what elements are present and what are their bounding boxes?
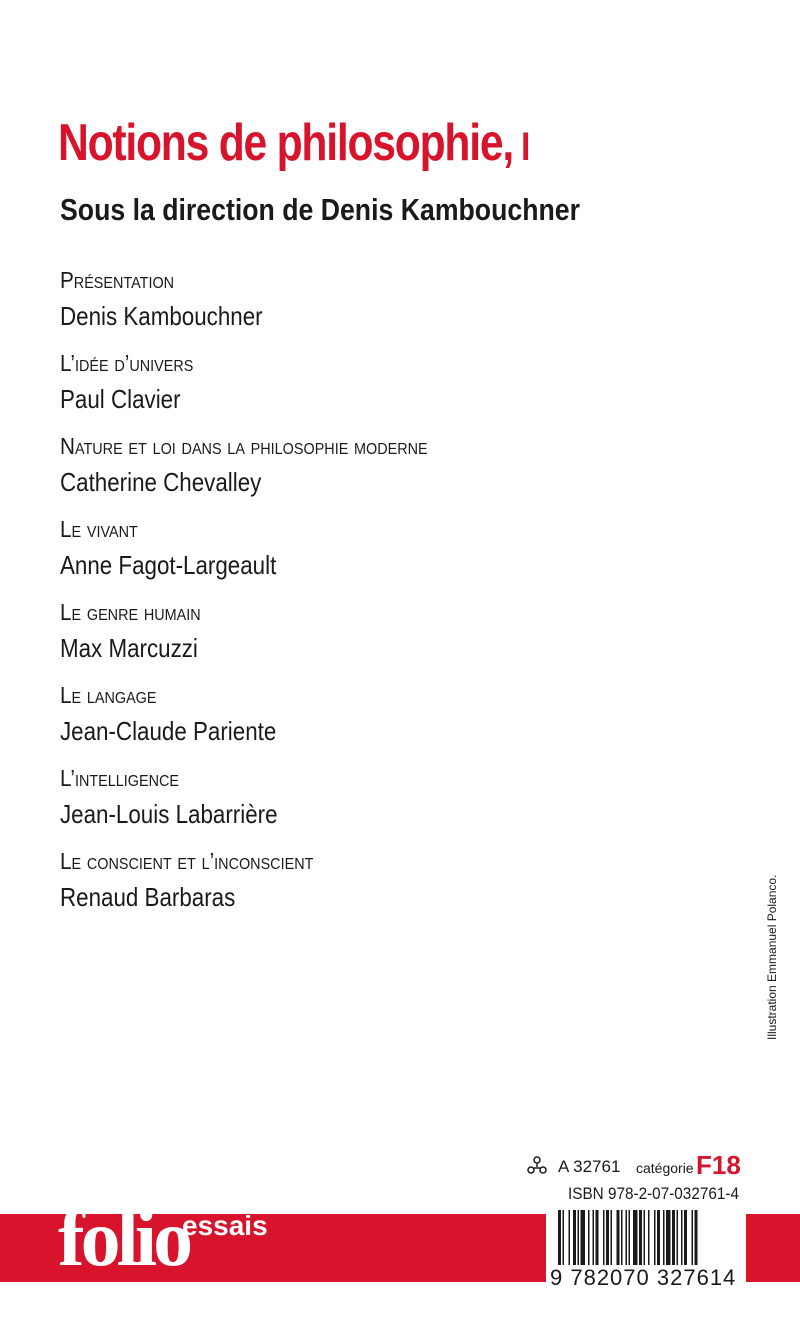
chapter-title: Présentation — [60, 267, 175, 293]
chapter-title: Le genre humain — [60, 599, 201, 625]
barcode-bar — [639, 1210, 642, 1268]
barcode-bar — [684, 1210, 687, 1268]
barcode-bar — [563, 1210, 565, 1268]
barcode-bar — [648, 1210, 650, 1268]
barcode-bar — [573, 1210, 576, 1268]
barcode-bar — [681, 1210, 683, 1268]
barcode-bar — [621, 1210, 623, 1268]
book-subtitle: Sous la direction de Denis Kambouchner — [60, 192, 580, 227]
article-code: A 32761 — [558, 1157, 621, 1176]
barcode-bar — [611, 1210, 613, 1268]
toc-item — [60, 760, 469, 843]
chapter-author: Anne Fagot-Largeault — [60, 550, 277, 580]
barcode-bar — [663, 1210, 665, 1268]
product-codes — [526, 1152, 741, 1212]
barcode-bar — [657, 1210, 660, 1268]
category-code: F18 — [696, 1150, 741, 1180]
barcode-number: 9 782070 327614 — [550, 1265, 744, 1291]
barcode-bar — [672, 1210, 675, 1268]
series-name: essais — [182, 1210, 268, 1241]
isbn: ISBN 978-2-07-032761-4 — [568, 1184, 739, 1203]
toc-item — [60, 677, 469, 760]
chapter-title: Le vivant — [60, 516, 138, 542]
chapter-author: Jean-Louis Labarrière — [60, 799, 278, 829]
barcode-bar — [692, 1210, 694, 1268]
barcode-bar — [596, 1210, 599, 1268]
category-label: catégorie — [636, 1160, 694, 1176]
chapter-title: L’idée d’univers — [60, 350, 194, 376]
chapter-author: Renaud Barbaras — [60, 882, 236, 912]
gallimard-logo-icon — [526, 1155, 548, 1177]
illustration-credit: Illustration Emmanuel Polanco. — [765, 874, 779, 1040]
barcode-bar — [578, 1210, 580, 1268]
barcode-bar — [666, 1210, 671, 1268]
barcode-bar — [617, 1210, 620, 1268]
table-of-contents — [60, 262, 469, 926]
barcode-bar — [588, 1210, 590, 1268]
barcode-bar — [677, 1210, 679, 1268]
chapter-author: Jean-Claude Pariente — [60, 716, 277, 746]
barcode-bar — [569, 1210, 571, 1268]
barcode-bar — [629, 1210, 631, 1268]
barcode-bar — [644, 1210, 646, 1268]
barcode-bar — [606, 1210, 609, 1268]
toc-item — [60, 843, 469, 926]
barcode-bar — [581, 1210, 586, 1268]
barcode — [546, 1210, 746, 1288]
barcode-bar — [633, 1210, 638, 1268]
barcode-bar — [654, 1210, 656, 1268]
chapter-title: Nature et loi dans la philosophie moderne — [60, 433, 428, 459]
toc-item — [60, 345, 469, 428]
folio-logo: folio — [58, 1195, 190, 1283]
barcode-bars — [550, 1210, 744, 1270]
chapter-title: L’intelligence — [60, 765, 179, 791]
toc-item — [60, 511, 469, 594]
toc-item — [60, 594, 469, 677]
chapter-author: Denis Kambouchner — [60, 301, 263, 331]
toc-item — [60, 428, 469, 511]
barcode-bar — [593, 1210, 595, 1268]
book-title — [58, 108, 529, 182]
title-text: Notions de philosophie, — [58, 114, 513, 172]
chapter-title: Le langage — [60, 682, 157, 708]
chapter-author: Paul Clavier — [60, 384, 181, 414]
chapter-author: Catherine Chevalley — [60, 467, 262, 497]
barcode-bar — [558, 1210, 561, 1268]
volume-number: I — [521, 125, 530, 169]
toc-item — [60, 262, 469, 345]
barcode-bar — [695, 1210, 698, 1268]
barcode-bar — [603, 1210, 605, 1268]
chapter-title: Le conscient et l’inconscient — [60, 848, 314, 874]
chapter-author: Max Marcuzzi — [60, 633, 198, 663]
barcode-bar — [626, 1210, 628, 1268]
